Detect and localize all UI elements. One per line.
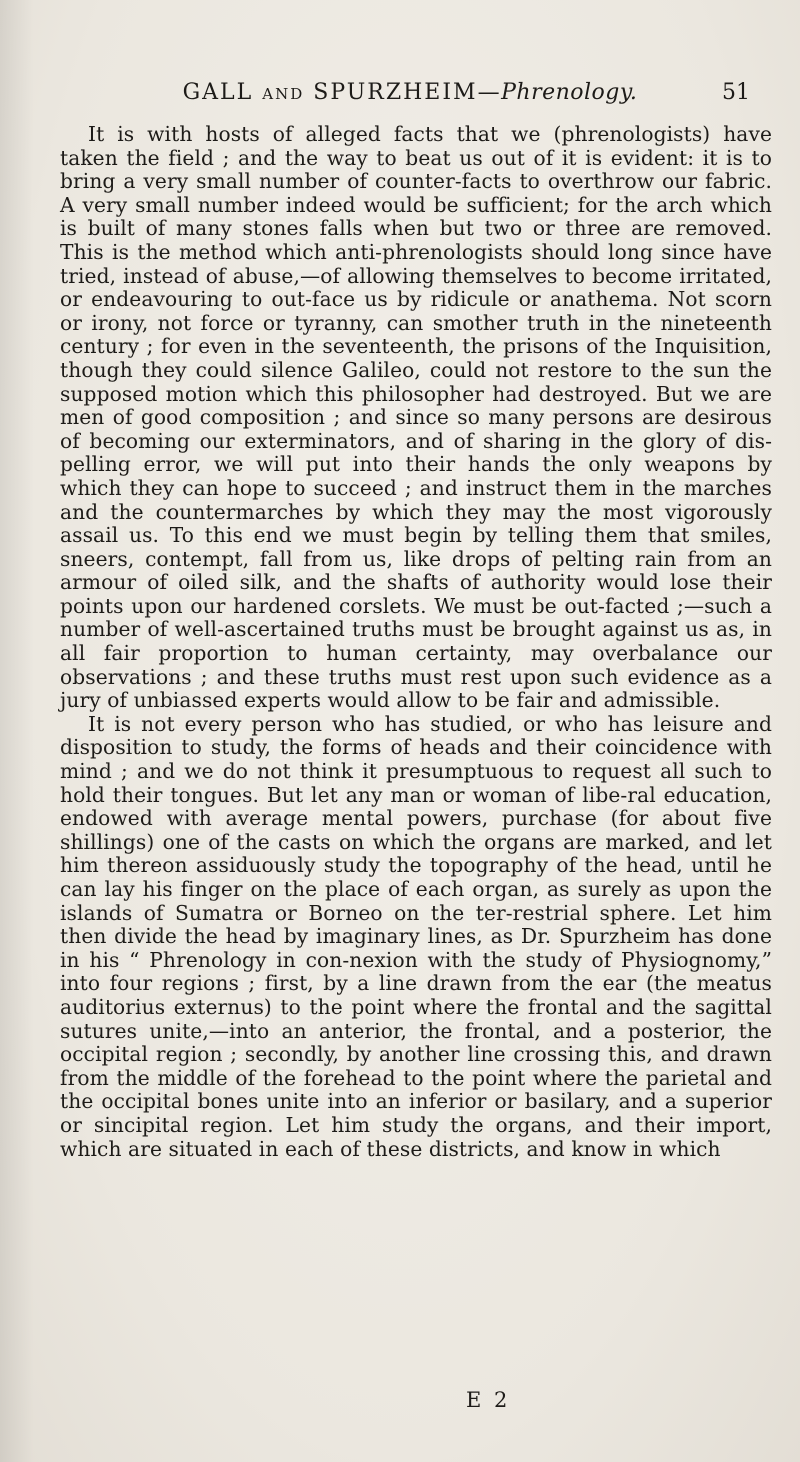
page-number: 51 xyxy=(722,80,750,105)
running-head-subject: Phrenology. xyxy=(501,80,638,105)
running-head xyxy=(70,80,750,105)
running-head-separator: — xyxy=(477,80,502,105)
paragraph-2: It is not every person who has studied, or who has leisure and disposition to study, the forms of heads and their coincidence with mind ; and we do not think it presumptuous to request all such to hold their tongues. But let any man or woman of libe-ral education, endowed with average mental powers, purchase (for about five shillings) one of the casts on which the organs are marked, and let him thereon assiduously study the topography of the head, until he can lay his finger on the place of each organ, as surely as upon the islands of Sumatra or Borneo on the ter-restrial sphere. Let him then divide the head by imaginary lines, as Dr. Spurzheim has done in his “ Phrenology in con-nexion with the study of Physiognomy,” into four regions ; first, by a line drawn from the ear (the meatus auditorius externus) to the point where the frontal and the sagittal sutures unite,—into an anterior, the frontal, and a posterior, the occipital region ; secondly, by another line crossing this, and drawn from the middle of the forehead to the point where the parietal and the occipital bones unite into an inferior or basilary, and a superior or sincipital region. Let him study the organs, and their import, which are situated in each of these districts, and know in which xyxy=(60,711,772,1161)
running-head-authors: GALL and SPURZHEIM xyxy=(182,80,478,105)
page-gutter-shadow xyxy=(0,0,34,1462)
body-text xyxy=(60,123,772,1161)
paragraph-1: It is with hosts of alleged facts that we (phrenologists) have taken the field ; and the way to beat us out of it is evident: it is to bring a very small number of counter-facts to overthrow our fabric. A very small number indeed would be sufficient; for the arch which is built of many stones falls when but two or three are removed. This is the method which anti-phrenologists should long since have tried, instead of abuse,—of allowing themselves to become irritated, or endeavouring to out-face us by ridicule or anathema. Not scorn or irony, not force or tyranny, can smother truth in the nineteenth century ; for even in the seventeenth, the prisons of the Inquisition, though they could silence Galileo, could not restore to the sun the supposed motion which this philosopher had destroyed. But we are men of good composition ; and since so many persons are desirous of becoming our exterminators, and of sharing in the glory of dis-pelling error, we will put into their hands the only weapons by which they can hope to succeed ; and instruct them in the marches and the countermarches by which they may the most vigorously assail us. To this end we must begin by telling them that smiles, sneers, contempt, fall from us, like drops of pelting rain from an armour of oiled silk, and the shafts of authority would lose their points upon our hardened corslets. We must be out-facted ;—such a number of well-ascertained truths must be brought against us as, in all fair proportion to human certainty, may overbalance our observations ; and these truths must rest upon such evidence as a jury of unbiassed experts would allow to be fair and admissible. xyxy=(60,122,772,713)
page-header xyxy=(70,80,750,110)
signature-mark: E 2 xyxy=(466,1388,511,1412)
